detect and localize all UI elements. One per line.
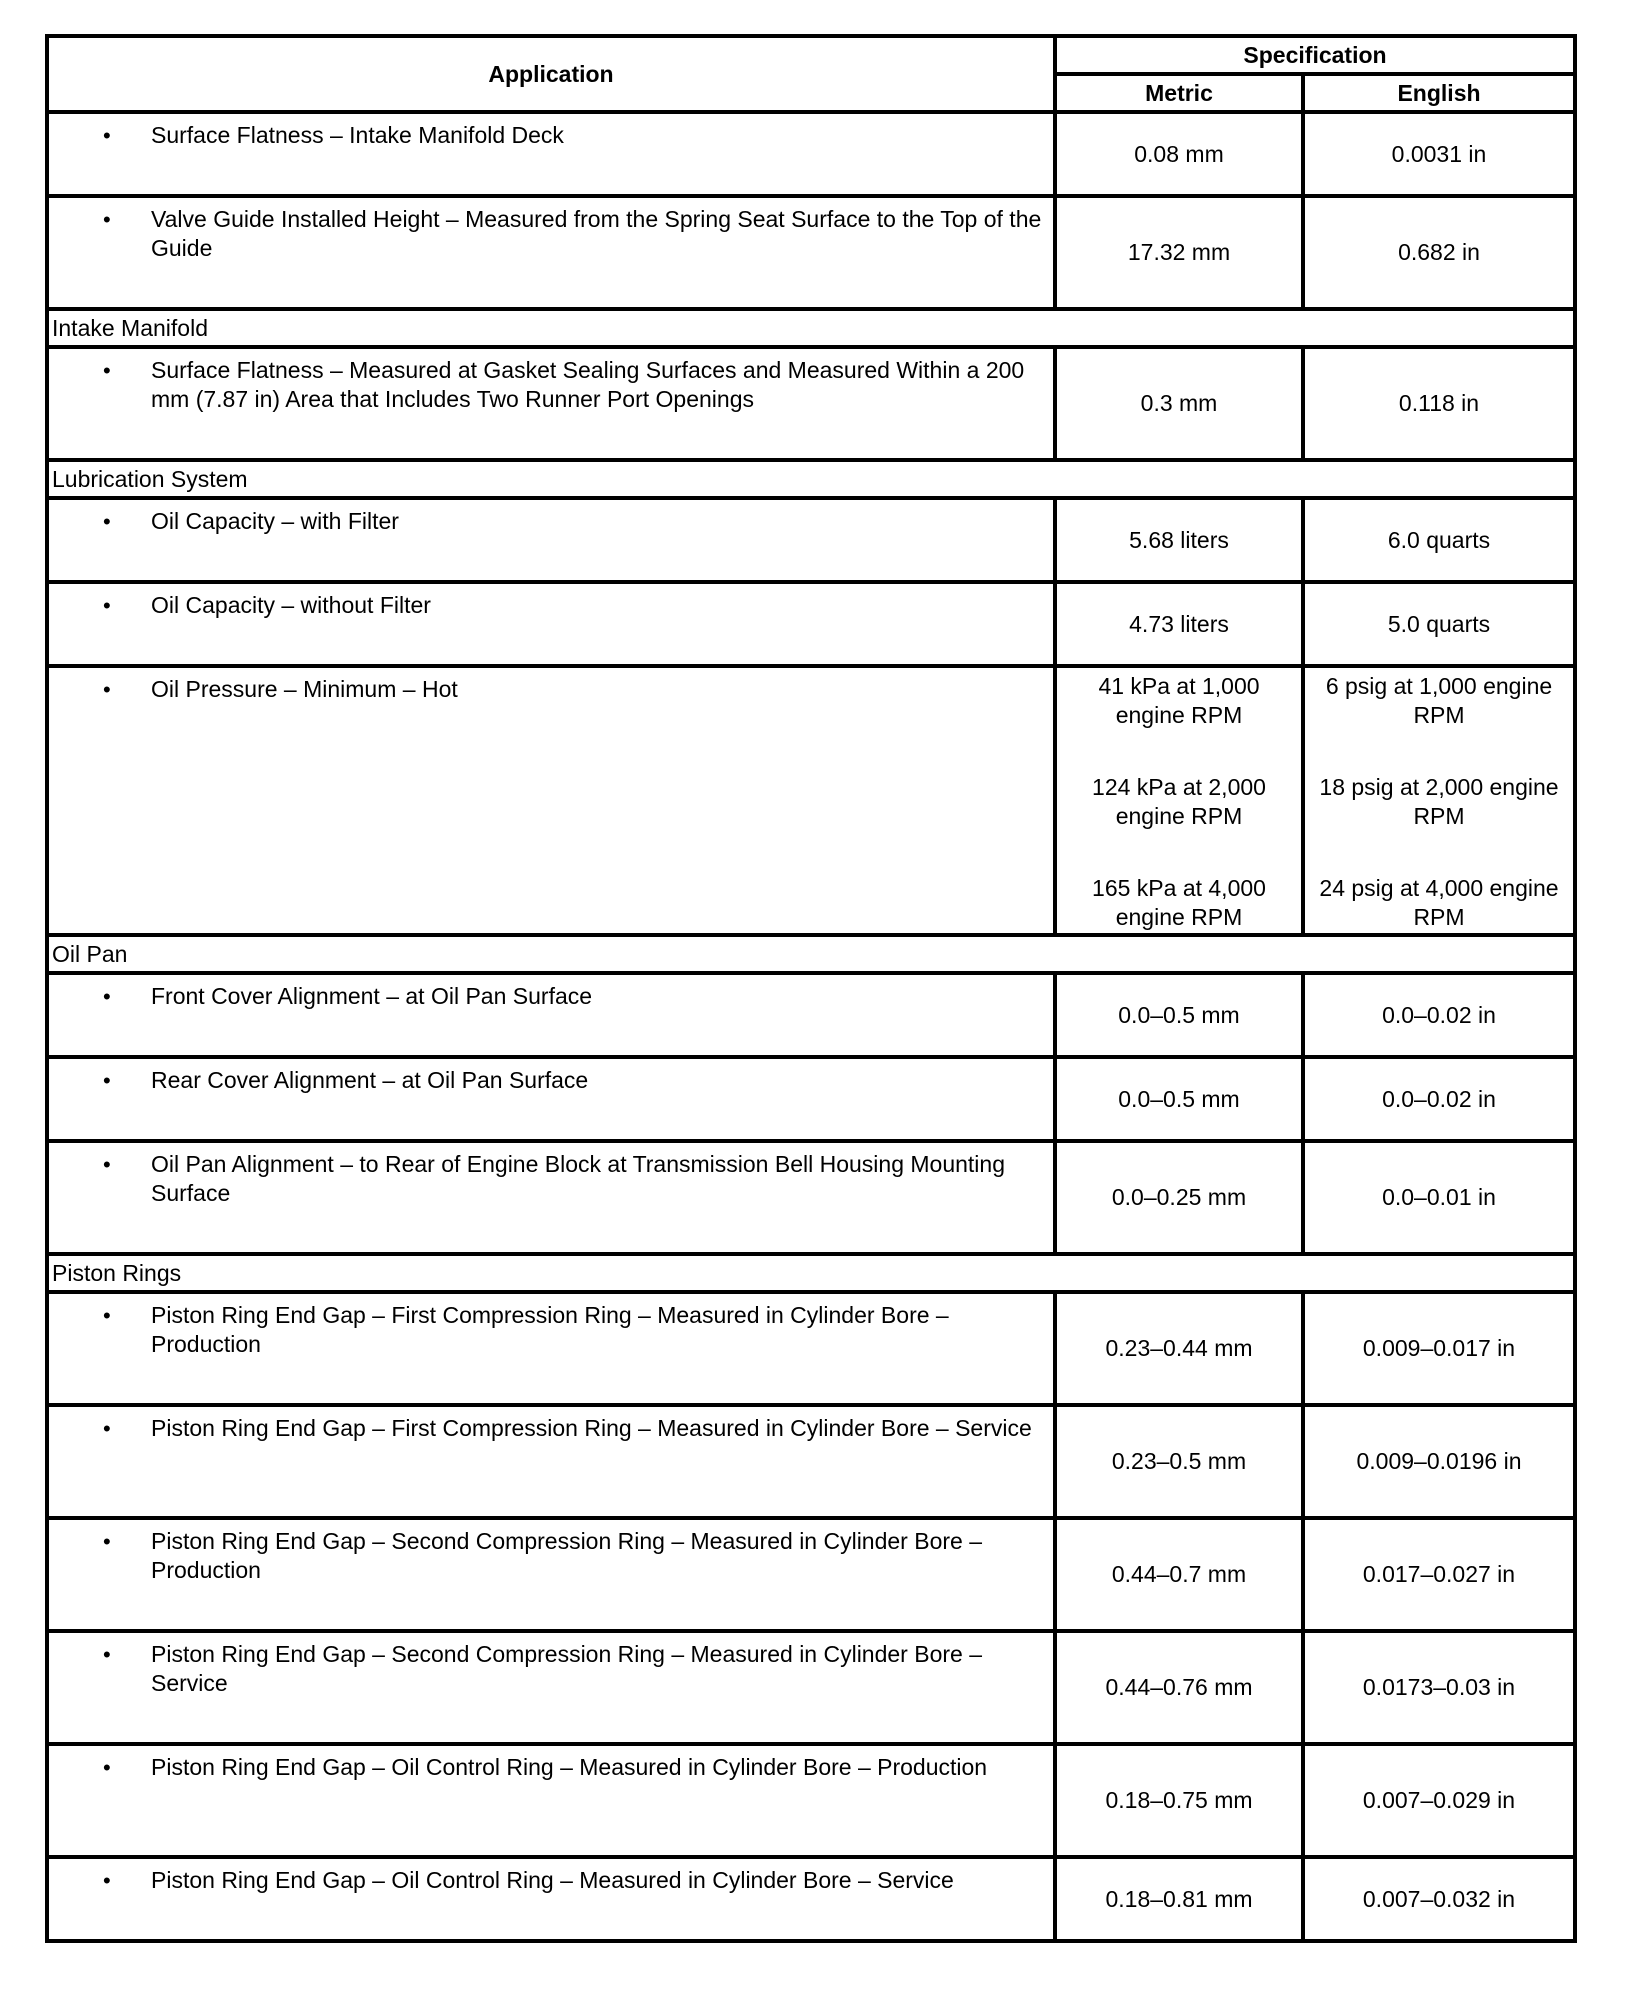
table-row	[47, 1857, 1575, 1941]
table-row	[47, 1518, 1575, 1631]
application-text: Oil Capacity – without Filter	[151, 592, 431, 618]
table-row	[47, 1141, 1575, 1254]
application-cell	[47, 1141, 1055, 1254]
bullet-icon: •	[103, 1303, 111, 1328]
metric-value: 165 kPa at 4,000 engine RPM	[1092, 875, 1266, 930]
application-cell	[47, 347, 1055, 460]
application-cell	[47, 973, 1055, 1057]
application-cell	[47, 1057, 1055, 1141]
bullet-icon: •	[103, 677, 111, 702]
english-value: 0.009–0.017 in	[1303, 1292, 1575, 1405]
metric-value: 124 kPa at 2,000 engine RPM	[1092, 774, 1266, 829]
bullet-icon: •	[103, 358, 111, 383]
bullet-icon: •	[103, 509, 111, 534]
application-cell	[47, 1744, 1055, 1857]
metric-header: Metric	[1055, 74, 1303, 112]
metric-value: 5.68 liters	[1055, 498, 1303, 582]
table-row	[47, 666, 1575, 935]
table-row	[47, 1292, 1575, 1405]
specification-header: Specification	[1055, 36, 1575, 74]
english-header: English	[1303, 74, 1575, 112]
application-text: Piston Ring End Gap – Second Compression Ring – Measured in Cylinder Bore – Service	[151, 1641, 982, 1696]
section-title: Piston Rings	[47, 1254, 1575, 1292]
application-text: Piston Ring End Gap – Oil Control Ring – Measured in Cylinder Bore – Production	[151, 1754, 988, 1780]
bullet-icon: •	[103, 1529, 111, 1554]
english-value: 5.0 quarts	[1303, 582, 1575, 666]
application-cell	[47, 1518, 1055, 1631]
metric-value: 0.0–0.25 mm	[1055, 1141, 1303, 1254]
section-row	[47, 309, 1575, 347]
metric-value: 4.73 liters	[1055, 582, 1303, 666]
english-value: 0.682 in	[1303, 196, 1575, 309]
application-text: Valve Guide Installed Height – Measured from the Spring Seat Surface to the Top of the Guide	[151, 206, 1042, 261]
english-value: 0.0173–0.03 in	[1303, 1631, 1575, 1744]
english-value: 0.118 in	[1303, 347, 1575, 460]
table-row	[47, 582, 1575, 666]
bullet-icon: •	[103, 1068, 111, 1093]
english-value: 18 psig at 2,000 engine RPM	[1319, 774, 1559, 829]
metric-value: 0.23–0.5 mm	[1055, 1405, 1303, 1518]
bullet-icon: •	[103, 1416, 111, 1441]
bullet-icon: •	[103, 1642, 111, 1667]
english-value: 6.0 quarts	[1303, 498, 1575, 582]
application-cell	[47, 498, 1055, 582]
application-cell	[47, 1405, 1055, 1518]
application-text: Oil Pressure – Minimum – Hot	[151, 676, 458, 702]
english-value: 0.0–0.02 in	[1303, 1057, 1575, 1141]
metric-value: 17.32 mm	[1055, 196, 1303, 309]
section-row	[47, 460, 1575, 498]
english-value: 0.007–0.029 in	[1303, 1744, 1575, 1857]
table-row	[47, 196, 1575, 309]
metric-value: 0.0–0.5 mm	[1055, 973, 1303, 1057]
metric-value: 0.3 mm	[1055, 347, 1303, 460]
application-text: Surface Flatness – Measured at Gasket Sealing Surfaces and Measured Within a 200 mm (7.87 in) Area that Includes Two Runner Port Openings	[151, 357, 1025, 412]
metric-value: 0.0–0.5 mm	[1055, 1057, 1303, 1141]
application-cell	[47, 1857, 1055, 1941]
metric-value: 0.44–0.76 mm	[1055, 1631, 1303, 1744]
application-cell	[47, 196, 1055, 309]
section-row	[47, 1254, 1575, 1292]
section-title: Intake Manifold	[47, 309, 1575, 347]
english-value: 0.0–0.02 in	[1303, 973, 1575, 1057]
english-value: 0.0–0.01 in	[1303, 1141, 1575, 1254]
table-row	[47, 1405, 1575, 1518]
application-cell	[47, 1292, 1055, 1405]
bullet-icon: •	[103, 1755, 111, 1780]
metric-value: 41 kPa at 1,000 engine RPM	[1098, 673, 1260, 728]
application-cell	[47, 582, 1055, 666]
english-value: 0.017–0.027 in	[1303, 1518, 1575, 1631]
application-cell	[47, 1631, 1055, 1744]
english-value: 24 psig at 4,000 engine RPM	[1319, 875, 1559, 930]
section-row	[47, 935, 1575, 973]
metric-value: 0.18–0.81 mm	[1055, 1857, 1303, 1941]
section-title: Oil Pan	[47, 935, 1575, 973]
english-value: 6 psig at 1,000 engine RPM	[1325, 673, 1553, 728]
application-text: Piston Ring End Gap – Oil Control Ring – Measured in Cylinder Bore – Service	[151, 1867, 954, 1893]
application-cell	[47, 666, 1055, 935]
bullet-icon: •	[103, 1868, 111, 1893]
bullet-icon: •	[103, 593, 111, 618]
table-row	[47, 347, 1575, 460]
english-cell	[1303, 666, 1575, 935]
bullet-icon: •	[103, 123, 111, 148]
application-text: Front Cover Alignment – at Oil Pan Surface	[151, 983, 593, 1009]
application-text: Piston Ring End Gap – First Compression Ring – Measured in Cylinder Bore – Production	[151, 1302, 949, 1357]
table-row	[47, 498, 1575, 582]
metric-value: 0.44–0.7 mm	[1055, 1518, 1303, 1631]
table-row	[47, 973, 1575, 1057]
english-value: 0.0031 in	[1303, 112, 1575, 196]
metric-value: 0.18–0.75 mm	[1055, 1744, 1303, 1857]
application-text: Piston Ring End Gap – Second Compression Ring – Measured in Cylinder Bore – Production	[151, 1528, 982, 1583]
bullet-icon: •	[103, 207, 111, 232]
metric-value: 0.23–0.44 mm	[1055, 1292, 1303, 1405]
table-body	[47, 112, 1575, 1941]
bullet-icon: •	[103, 1152, 111, 1177]
bullet-icon: •	[103, 984, 111, 1009]
table-row	[47, 1057, 1575, 1141]
application-text: Piston Ring End Gap – First Compression Ring – Measured in Cylinder Bore – Service	[151, 1415, 1032, 1441]
application-cell	[47, 112, 1055, 196]
table-row	[47, 112, 1575, 196]
english-value: 0.009–0.0196 in	[1303, 1405, 1575, 1518]
specification-table	[45, 34, 1577, 1943]
application-text: Oil Capacity – with Filter	[151, 508, 399, 534]
application-text: Oil Pan Alignment – to Rear of Engine Block at Transmission Bell Housing Mounting Surface	[151, 1151, 1005, 1206]
application-text: Rear Cover Alignment – at Oil Pan Surface	[151, 1067, 589, 1093]
english-value: 0.007–0.032 in	[1303, 1857, 1575, 1941]
table-row	[47, 1631, 1575, 1744]
section-title: Lubrication System	[47, 460, 1575, 498]
table-row	[47, 1744, 1575, 1857]
metric-cell	[1055, 666, 1303, 935]
metric-value: 0.08 mm	[1055, 112, 1303, 196]
application-text: Surface Flatness – Intake Manifold Deck	[151, 122, 564, 148]
application-header: Application	[47, 36, 1055, 112]
